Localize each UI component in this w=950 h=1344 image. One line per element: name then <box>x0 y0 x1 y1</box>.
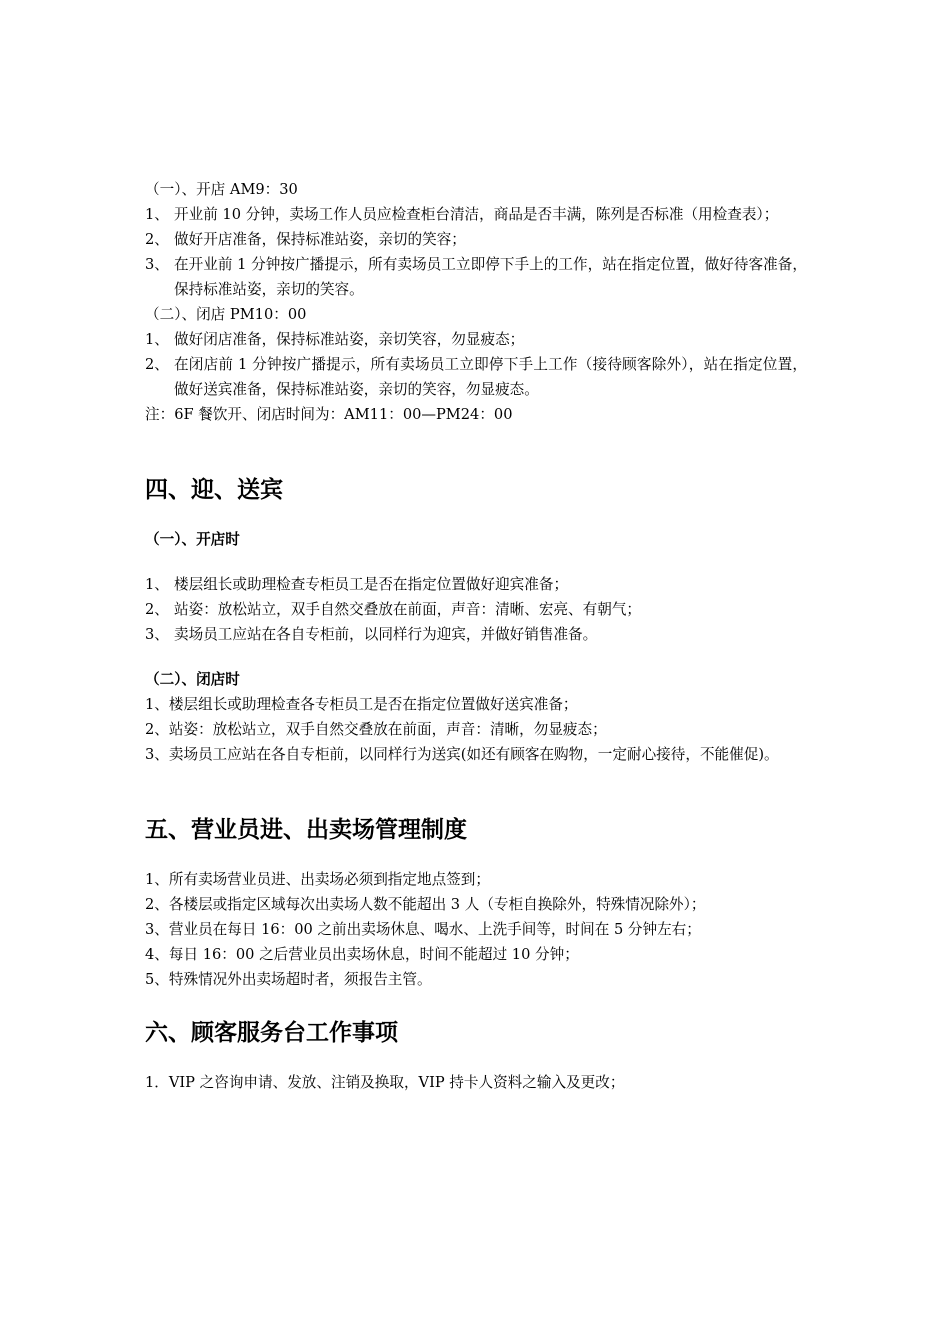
list-text: 在开业前 1 分钟按广播提示，所有卖场员工立即停下手上的工作，站在指定位置，做好待客准备，保持标准站姿，亲切的笑容。 <box>174 256 807 298</box>
list-text: 站姿：放松站立，双手自然交叠放在前面，声音：清晰、宏亮、有朝气； <box>174 601 642 618</box>
list-item <box>145 352 807 402</box>
paragraph: 1．VIP 之咨询申请、发放、注销及换取，VIP 持卡人资料之输入及更改； <box>145 1074 625 1091</box>
paragraph: 5、特殊情况外出卖场超时者，须报告主管。 <box>145 971 432 988</box>
paragraph: 3、卖场员工应站在各自专柜前，以同样行为送宾(如还有顾客在购物，一定耐心接待，不能催促)。 <box>145 746 779 763</box>
list-number: 1、 <box>145 331 169 348</box>
list-number: 2、 <box>145 601 169 618</box>
list-text: 做好开店准备，保持标准站姿，亲切的笑容； <box>174 231 466 248</box>
opening-title: （一）、开店 AM9：30 <box>145 181 298 198</box>
paragraph: 1、楼层组长或助理检查各专柜员工是否在指定位置做好送宾准备； <box>145 696 578 713</box>
list-number: 3、 <box>145 256 169 273</box>
list-text: 楼层组长或助理检查专柜员工是否在指定位置做好迎宾准备； <box>174 576 569 593</box>
list-item <box>145 202 807 227</box>
list-item <box>145 597 807 622</box>
closing-note: 注：6F 餐饮开、闭店时间为：AM11：00—PM24：00 <box>145 406 513 423</box>
paragraph: 3、营业员在每日 16：00 之前出卖场休息、喝水、上洗手间等，时间在 5 分钟左右； <box>145 921 701 938</box>
section-heading: 四、迎、送宾 <box>145 477 283 503</box>
list-item <box>145 252 807 302</box>
list-number: 2、 <box>145 356 169 373</box>
paragraph: 2、各楼层或指定区域每次出卖场人数不能超出 3 人（专柜自换除外，特殊情况除外）； <box>145 896 706 913</box>
paragraph: 2、站姿：放松站立，双手自然交叠放在前面，声音：清晰，勿显疲态； <box>145 721 607 738</box>
list-item <box>145 227 807 252</box>
paragraph: 4、每日 16：00 之后营业员出卖场休息，时间不能超过 10 分钟； <box>145 946 579 963</box>
closing-title: （二）、闭店 PM10：00 <box>145 306 307 323</box>
list-number: 1、 <box>145 576 169 593</box>
list-item <box>145 572 807 597</box>
list-number: 3、 <box>145 626 169 643</box>
subsection-title: （二）、闭店时 <box>145 671 240 688</box>
list-text: 卖场员工应站在各自专柜前，以同样行为迎宾，并做好销售准备。 <box>174 626 598 643</box>
list-text: 开业前 10 分钟，卖场工作人员应检查柜台清洁，商品是否丰满，陈列是否标准（用检查表）； <box>174 206 779 223</box>
section-heading: 五、营业员进、出卖场管理制度 <box>145 817 467 843</box>
list-text: 在闭店前 1 分钟按广播提示，所有卖场员工立即停下手上工作（接待顾客除外），站在指定位置，做好送宾准备，保持标准站姿，亲切的笑容，勿显疲态。 <box>174 356 807 398</box>
section-heading: 六、顾客服务台工作事项 <box>145 1020 398 1046</box>
list-number: 1、 <box>145 206 169 223</box>
list-text: 做好闭店准备，保持标准站姿，亲切笑容，勿显疲态； <box>174 331 525 348</box>
paragraph: 1、所有卖场营业员进、出卖场必须到指定地点签到； <box>145 871 490 888</box>
list-number: 2、 <box>145 231 169 248</box>
document-body <box>145 177 807 1095</box>
list-item <box>145 622 807 647</box>
list-item <box>145 327 807 352</box>
subsection-title: （一）、开店时 <box>145 531 240 548</box>
